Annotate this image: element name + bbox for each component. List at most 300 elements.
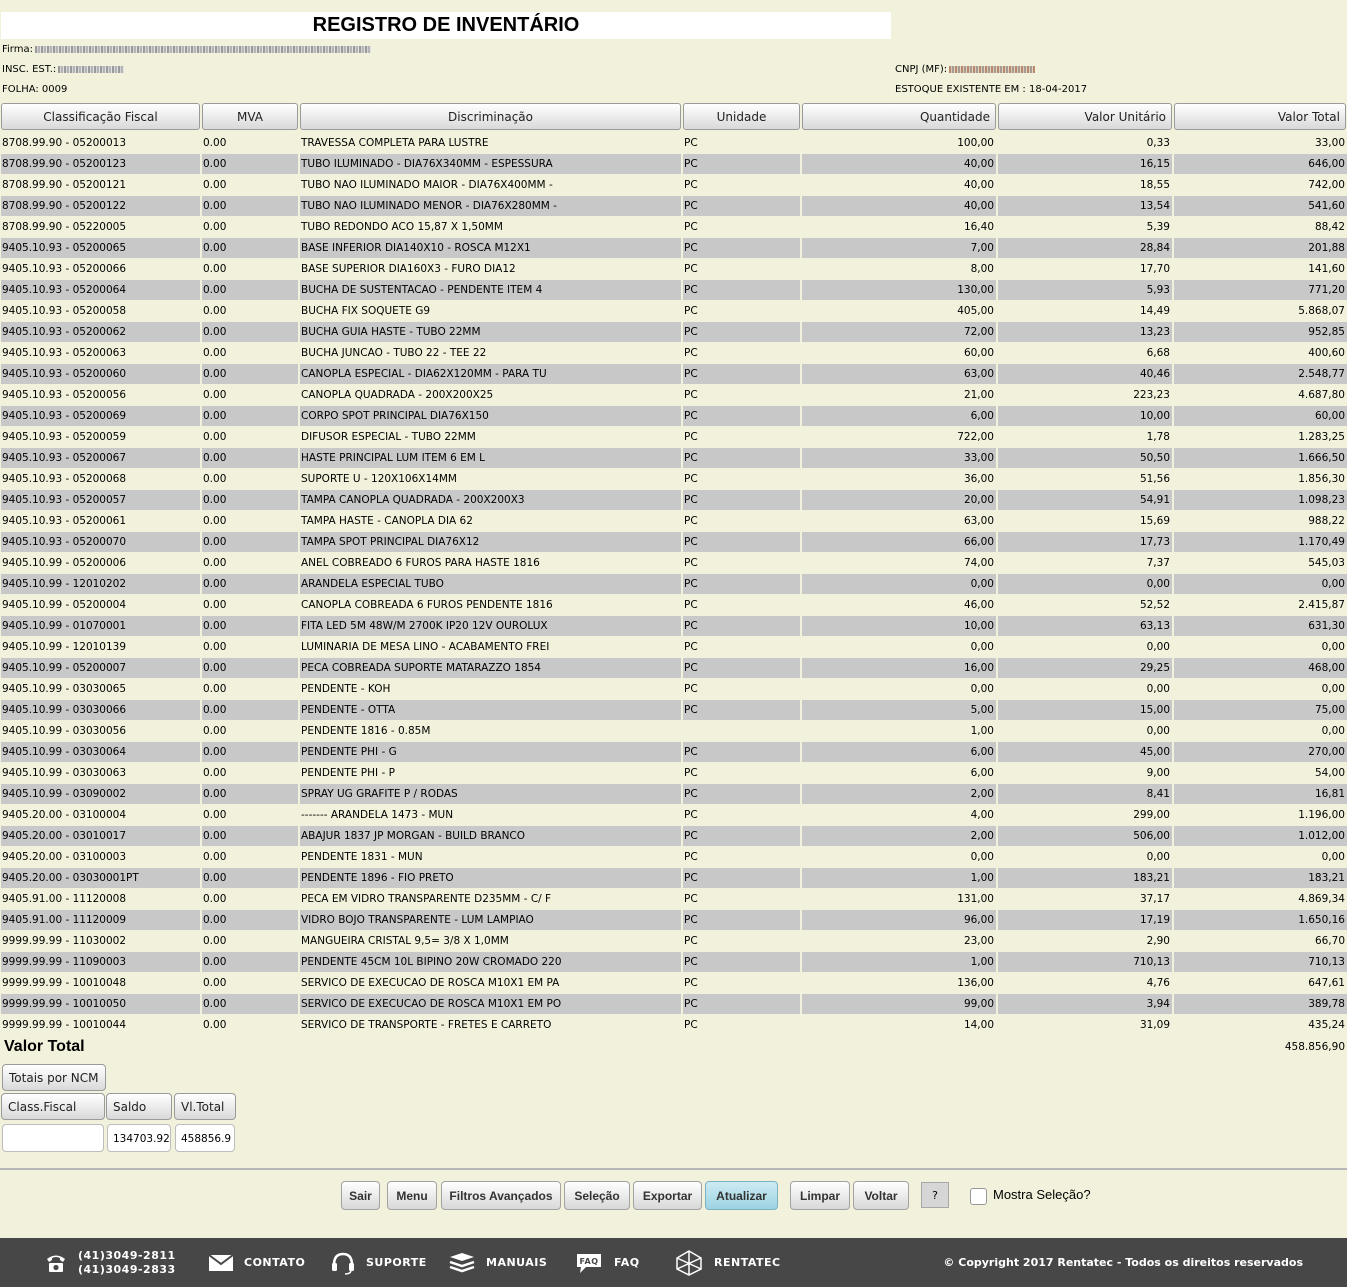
mva-cell: 0.00 [202,448,298,468]
table-row[interactable] [0,595,1347,616]
mva-cell: 0.00 [203,809,227,821]
suporte-label: SUPORTE [366,1256,427,1269]
table-row[interactable] [0,868,1347,889]
mva-cell: 0.00 [202,364,298,384]
contato-label: CONTATO [244,1256,306,1269]
classificacao-cell: 9405.10.93 - 05200066 [2,263,127,275]
rentatec-logo-icon [674,1249,704,1277]
footer [0,1238,1347,1287]
valor-unitario-cell: 28,84 [998,238,1172,258]
valor-total-cell: 541,60 [1174,196,1347,216]
discriminacao-cell: TUBO NAO ILUMINADO MAIOR - DIA76X400MM - [301,179,553,191]
table-row[interactable] [0,301,1347,322]
discriminacao-cell: PENDENTE PHI - G [300,742,681,762]
unidade-cell: PC [684,221,698,233]
table-row[interactable] [0,427,1347,448]
valor-total-cell: 952,85 [1174,322,1347,342]
footer-faq[interactable] [574,1238,640,1287]
classificacao-cell: 9999.99.99 - 11090003 [1,952,200,972]
report-title: REGISTRO DE INVENTÁRIO [312,14,580,36]
unidade-cell: PC [684,599,698,611]
unidade-cell: PC [683,406,800,426]
valor-total-cell: 1.856,30 [1298,473,1345,485]
table-row[interactable] [0,154,1347,175]
mostra-selecao-label: Mostra Seleção? [993,1187,1091,1202]
valor-total-cell: 1.098,23 [1174,490,1347,510]
table-row[interactable] [0,343,1347,364]
copyright: © Copyright 2017 Rentatec - Todos os direitos reservados [943,1256,1303,1269]
unidade-cell: PC [684,641,698,653]
table-row[interactable] [0,994,1347,1015]
mva-cell: 0.00 [202,490,298,510]
valor-total-cell: 201,88 [1174,238,1347,258]
unidade-cell: PC [684,767,698,779]
estoque-line: ESTOQUE EXISTENTE EM : 18-04-2017 [895,84,1088,95]
valor-total-cell: 88,42 [1314,221,1345,233]
unidade-cell: PC [684,1019,698,1031]
unidade-cell [683,721,800,741]
valor-unitario-cell: 223,23 [1133,389,1170,401]
classificacao-cell: 9405.10.99 - 05200007 [1,658,200,678]
quantidade-cell: 136,00 [957,977,994,989]
cnpj-line [895,64,1035,75]
phone-icon [44,1252,68,1274]
valor-unitario-cell: 31,09 [1139,1019,1170,1031]
summary-class-fiscal-value [2,1124,104,1152]
valor-unitario-cell: 37,17 [1139,893,1170,905]
unidade-cell: PC [683,784,800,804]
mva-cell: 0.00 [203,893,227,905]
limpar-button[interactable]: Limpar [790,1181,850,1210]
col-header-mva[interactable]: MVA [202,103,298,130]
footer-suporte[interactable] [330,1238,427,1287]
classificacao-cell: 9405.10.99 - 12010139 [2,641,127,653]
footer-contato[interactable] [208,1238,305,1287]
table-row[interactable] [0,973,1347,994]
valor-total-cell: 2.415,87 [1298,599,1345,611]
classificacao-cell: 9405.10.99 - 03030063 [2,767,127,779]
discriminacao-cell: ARANDELA ESPECIAL TUBO [300,574,681,594]
valor-total-cell: 710,13 [1174,952,1347,972]
quantidade-cell: 36,00 [963,473,994,485]
discriminacao-cell: BUCHA JUNCAO - TUBO 22 - TEE 22 [301,347,487,359]
valor-unitario-cell: 0,00 [998,574,1172,594]
valor-total-cell: 0,00 [1174,574,1347,594]
mva-cell: 0.00 [202,532,298,552]
table-row[interactable] [0,637,1347,658]
valor-total-cell: 0,00 [1321,683,1345,695]
valor-total-cell: 75,00 [1174,700,1347,720]
discriminacao-cell: VIDRO BOJO TRANSPARENTE - LUM LAMPIAO [300,910,681,930]
mva-cell: 0.00 [203,767,227,779]
mva-cell: 0.00 [202,994,298,1014]
footer-phones[interactable] [44,1238,176,1287]
classificacao-cell: 9405.10.93 - 05200065 [1,238,200,258]
quantidade-cell: 16,00 [802,658,996,678]
table-row[interactable] [0,931,1347,952]
table-row[interactable] [0,406,1347,427]
phone-1: (41)3049-2811 [78,1248,176,1262]
mva-cell: 0.00 [203,221,227,233]
table-row[interactable] [0,658,1347,679]
valor-unitario-cell: 0,00 [1146,683,1170,695]
classificacao-cell: 9405.10.99 - 12010202 [1,574,200,594]
mva-cell: 0.00 [203,263,227,275]
mva-cell: 0.00 [203,599,227,611]
table-row[interactable] [0,742,1347,763]
quantidade-cell: 7,00 [802,238,996,258]
valor-total-cell: 1.283,25 [1298,431,1345,443]
mva-cell: 0.00 [203,347,227,359]
mva-cell: 0.00 [203,1019,227,1031]
valor-unitario-cell: 54,91 [998,490,1172,510]
valor-unitario-cell: 3,94 [998,994,1172,1014]
quantidade-cell: 40,00 [963,179,994,191]
valor-total-cell: 545,03 [1308,557,1345,569]
valor-total-cell: 771,20 [1174,280,1347,300]
quantidade-cell: 40,00 [802,154,996,174]
discriminacao-cell: SPRAY UG GRAFITE P / RODAS [300,784,681,804]
classificacao-cell: 9405.91.00 - 11120009 [1,910,200,930]
valor-total-cell: 389,78 [1174,994,1347,1014]
voltar-button[interactable]: Voltar [853,1181,909,1210]
quantidade-cell: 96,00 [802,910,996,930]
valor-unitario-cell: 6,68 [1146,347,1170,359]
classificacao-cell: 9999.99.99 - 10010048 [2,977,127,989]
classificacao-cell: 8708.99.90 - 05220005 [2,221,127,233]
table-row[interactable] [0,574,1347,595]
mva-cell: 0.00 [202,868,298,888]
firma-label: Firma: [2,44,33,55]
valor-unitario-cell: 7,37 [1146,557,1170,569]
col-header-valor-unitario[interactable]: Valor Unitário [998,103,1172,130]
mva-cell: 0.00 [202,196,298,216]
insc-line [2,64,124,75]
table-row[interactable] [0,847,1347,868]
mva-cell: 0.00 [202,322,298,342]
unidade-cell: PC [683,700,800,720]
valor-unitario-cell: 10,00 [998,406,1172,426]
quantidade-cell: 1,00 [802,952,996,972]
unidade-cell: PC [684,683,698,695]
unidade-cell: PC [684,347,698,359]
classificacao-cell: 9405.10.99 - 05200006 [2,557,127,569]
discriminacao-cell: SERVICO DE EXECUCAO DE ROSCA M10X1 EM PO [300,994,681,1014]
valor-total-value: 458.856,90 [1284,1041,1345,1053]
valor-total-cell: 141,60 [1308,263,1345,275]
classificacao-cell: 9405.20.00 - 03100003 [2,851,127,863]
discriminacao-cell: PENDENTE - KOH [301,683,391,695]
valor-unitario-cell: 15,00 [998,700,1172,720]
valor-unitario-cell: 506,00 [998,826,1172,846]
sair-button[interactable]: Sair [341,1181,380,1210]
mva-cell: 0.00 [203,137,227,149]
discriminacao-cell: BUCHA DE SUSTENTACAO - PENDENTE ITEM 4 [300,280,681,300]
quantidade-cell: 40,00 [802,196,996,216]
valor-unitario-cell: 710,13 [998,952,1172,972]
mva-cell: 0.00 [203,557,227,569]
mva-cell: 0.00 [202,826,298,846]
table-row[interactable] [0,700,1347,721]
valor-total-cell: 1.196,00 [1298,809,1345,821]
classificacao-cell: 9405.10.93 - 05200056 [2,389,127,401]
totais-ncm-button[interactable]: Totais por NCM [2,1064,106,1091]
classificacao-cell: 9405.10.93 - 05200069 [1,406,200,426]
unidade-cell: PC [683,574,800,594]
mva-cell: 0.00 [203,683,227,695]
quantidade-cell: 6,00 [970,767,994,779]
unidade-cell: PC [683,196,800,216]
redacted-insc [58,66,124,73]
quantidade-cell: 0,00 [970,683,994,695]
valor-unitario-cell: 0,00 [1146,725,1170,737]
summary-header-saldo: Saldo [106,1093,172,1120]
envelope-icon [208,1254,234,1272]
discriminacao-cell: ANEL COBREADO 6 FUROS PARA HASTE 1816 [301,557,540,569]
unidade-cell: PC [684,263,698,275]
valor-unitario-cell: 9,00 [1146,767,1170,779]
quantidade-cell: 2,00 [802,784,996,804]
filtros-avancados-button[interactable]: Filtros Avançados [441,1181,561,1210]
footer-rentatec[interactable] [674,1238,781,1287]
quantidade-cell: 21,00 [963,389,994,401]
table-row[interactable] [0,721,1347,742]
table-row[interactable] [0,175,1347,196]
unidade-cell: PC [684,179,698,191]
valor-total-cell: 33,00 [1314,137,1345,149]
quantidade-cell: 6,00 [802,742,996,762]
discriminacao-cell: ABAJUR 1837 JP MORGAN - BUILD BRANCO [300,826,681,846]
table-row[interactable] [0,280,1347,301]
valor-unitario-cell: 15,69 [1139,515,1170,527]
classificacao-cell: 9999.99.99 - 10010050 [1,994,200,1014]
mva-cell: 0.00 [202,280,298,300]
quantidade-cell: 74,00 [963,557,994,569]
table-row[interactable] [0,469,1347,490]
unidade-cell: PC [683,952,800,972]
classificacao-cell: 8708.99.90 - 05200123 [1,154,200,174]
valor-unitario-cell: 18,55 [1139,179,1170,191]
table-row[interactable] [0,553,1347,574]
phone-numbers [78,1249,176,1277]
table-row[interactable] [0,196,1347,217]
table-row[interactable] [0,889,1347,910]
report-title-box [1,12,891,39]
redacted-firma [35,46,371,53]
quantidade-cell: 100,00 [957,137,994,149]
col-header-classificacao[interactable]: Classificação Fiscal [1,103,200,130]
discriminacao-cell: TAMPA SPOT PRINCIPAL DIA76X12 [300,532,681,552]
mva-cell: 0.00 [202,784,298,804]
classificacao-cell: 9999.99.99 - 10010044 [2,1019,127,1031]
classificacao-cell: 9405.91.00 - 11120008 [2,893,127,905]
valor-unitario-cell: 17,70 [1139,263,1170,275]
discriminacao-cell: CORPO SPOT PRINCIPAL DIA76X150 [300,406,681,426]
unidade-cell: PC [683,910,800,930]
valor-total-cell: 631,30 [1174,616,1347,636]
quantidade-cell: 5,00 [802,700,996,720]
quantidade-cell: 72,00 [802,322,996,342]
table-row[interactable] [0,259,1347,280]
classificacao-cell: 9999.99.99 - 11030002 [2,935,127,947]
valor-total-cell: 5.868,07 [1298,305,1345,317]
unidade-cell: PC [684,389,698,401]
valor-total-cell: 646,00 [1174,154,1347,174]
table-row[interactable] [0,364,1347,385]
col-header-unidade[interactable]: Unidade [683,103,800,130]
valor-unitario-cell: 0,33 [1146,137,1170,149]
table-row[interactable] [0,322,1347,343]
summary-vl-total-value: 458856.9 [175,1124,235,1152]
quantidade-cell: 405,00 [957,305,994,317]
table-row[interactable] [0,448,1347,469]
classificacao-cell: 9405.10.93 - 05200063 [2,347,127,359]
valor-total-cell: 1.012,00 [1174,826,1347,846]
unidade-cell: PC [683,448,800,468]
table-row[interactable] [0,679,1347,700]
help-button[interactable]: ? [921,1182,949,1208]
discriminacao-cell: SUPORTE U - 120X106X14MM [301,473,457,485]
classificacao-cell: 9405.10.93 - 05200058 [2,305,127,317]
table-row[interactable] [0,511,1347,532]
classificacao-cell: 9405.20.00 - 03030001PT [1,868,200,888]
col-header-valor-total[interactable]: Valor Total [1174,103,1346,130]
table-row[interactable] [0,217,1347,238]
rentatec-label: RENTATEC [714,1256,781,1269]
col-header-quantidade[interactable]: Quantidade [802,103,996,130]
valor-unitario-cell: 40,46 [998,364,1172,384]
quantidade-cell: 66,00 [802,532,996,552]
unidade-cell: PC [684,851,698,863]
exportar-button[interactable]: Exportar [633,1181,702,1210]
discriminacao-cell: PENDENTE PHI - P [301,767,395,779]
table-row[interactable] [0,385,1347,406]
classificacao-cell: 9405.10.99 - 03030064 [1,742,200,762]
quantidade-cell: 20,00 [802,490,996,510]
quantidade-cell: 131,00 [957,893,994,905]
table-row[interactable] [0,490,1347,511]
classificacao-cell: 9405.10.93 - 05200059 [2,431,127,443]
valor-total-cell: 1.170,49 [1174,532,1347,552]
classificacao-cell: 9405.10.93 - 05200068 [2,473,127,485]
valor-total-cell: 0,00 [1321,851,1345,863]
valor-total-cell: 647,61 [1308,977,1345,989]
valor-unitario-cell: 183,21 [998,868,1172,888]
headset-icon [330,1251,356,1275]
discriminacao-cell: PENDENTE 1896 - FIO PRETO [300,868,681,888]
table-row[interactable] [0,616,1347,637]
discriminacao-cell: ------- ARANDELA 1473 - MUN [301,809,454,821]
unidade-cell: PC [684,935,698,947]
mva-cell: 0.00 [202,574,298,594]
table-row[interactable] [0,952,1347,973]
valor-unitario-cell: 8,41 [998,784,1172,804]
mva-cell: 0.00 [203,473,227,485]
table-row[interactable] [0,1015,1347,1036]
selecao-button[interactable]: Seleção [564,1181,630,1210]
table-row[interactable] [0,238,1347,259]
discriminacao-cell: SERVICO DE TRANSPORTE - FRETES E CARRETO [301,1019,552,1031]
unidade-cell: PC [683,616,800,636]
discriminacao-cell: LUMINARIA DE MESA LINO - ACABAMENTO FREI [301,641,550,653]
discriminacao-cell: TUBO NAO ILUMINADO MENOR - DIA76X280MM - [300,196,681,216]
classificacao-cell: 8708.99.90 - 05200122 [1,196,200,216]
unidade-cell: PC [684,515,698,527]
footer-manuais[interactable] [448,1238,547,1287]
folha-line: FOLHA: 0009 [2,84,68,95]
valor-total-cell: 435,24 [1308,1019,1345,1031]
menu-button[interactable]: Menu [387,1181,437,1210]
quantidade-cell: 6,00 [802,406,996,426]
valor-unitario-cell: 4,76 [1146,977,1170,989]
quantidade-cell: 130,00 [802,280,996,300]
table-row[interactable] [0,910,1347,931]
valor-unitario-cell: 16,15 [998,154,1172,174]
firma-line [2,44,371,55]
discriminacao-cell: SERVICO DE EXECUCAO DE ROSCA M10X1 EM PA [301,977,560,989]
unidade-cell: PC [683,868,800,888]
svg-text:FAQ: FAQ [579,1256,599,1266]
summary-header-class-fiscal: Class.Fiscal [1,1093,105,1120]
mva-cell: 0.00 [202,700,298,720]
unidade-cell: PC [684,431,698,443]
valor-total-cell: 1.650,16 [1174,910,1347,930]
valor-unitario-cell: 45,00 [998,742,1172,762]
redacted-cnpj [949,66,1035,73]
mostra-selecao-checkbox[interactable] [970,1188,987,1205]
valor-unitario-cell: 63,13 [998,616,1172,636]
quantidade-cell: 4,00 [970,809,994,821]
unidade-cell: PC [684,137,698,149]
quantidade-cell: 2,00 [802,826,996,846]
quantidade-cell: 46,00 [963,599,994,611]
classificacao-cell: 9405.10.99 - 05200004 [2,599,127,611]
table-row[interactable] [0,826,1347,847]
unidade-cell: PC [683,154,800,174]
valor-unitario-cell: 50,50 [998,448,1172,468]
valor-total-cell: 0,00 [1321,725,1345,737]
discriminacao-cell: DIFUSOR ESPECIAL - TUBO 22MM [301,431,476,443]
quantidade-cell: 0,00 [970,641,994,653]
discriminacao-cell: TRAVESSA COMPLETA PARA LUSTRE [301,137,489,149]
discriminacao-cell: CANOPLA ESPECIAL - DIA62X120MM - PARA TU [300,364,681,384]
discriminacao-cell: PENDENTE 1816 - 0.85M [301,725,431,737]
valor-total-cell: 468,00 [1174,658,1347,678]
unidade-cell: PC [683,658,800,678]
classificacao-cell: 9405.10.99 - 03030066 [1,700,200,720]
discriminacao-cell: PENDENTE - OTTA [300,700,681,720]
valor-total-cell: 60,00 [1174,406,1347,426]
table-row[interactable] [0,763,1347,784]
table-row[interactable] [0,532,1347,553]
discriminacao-cell: BUCHA GUIA HASTE - TUBO 22MM [300,322,681,342]
discriminacao-cell: FITA LED 5M 48W/M 2700K IP20 12V OUROLUX [300,616,681,636]
table-row[interactable] [0,133,1347,154]
valor-total-cell: 2.548,77 [1174,364,1347,384]
quantidade-cell: 722,00 [957,431,994,443]
classificacao-cell: 9405.10.93 - 05200060 [1,364,200,384]
valor-total-cell: 54,00 [1314,767,1345,779]
valor-unitario-cell: 17,19 [998,910,1172,930]
col-header-discriminacao[interactable]: Discriminação [300,103,681,130]
table-row[interactable] [0,784,1347,805]
discriminacao-cell: BASE INFERIOR DIA140X10 - ROSCA M12X1 [300,238,681,258]
insc-label: INSC. EST.: [2,64,57,75]
phone-2: (41)3049-2833 [78,1262,176,1276]
quantidade-cell: 33,00 [802,448,996,468]
table-row[interactable] [0,805,1347,826]
atualizar-button[interactable]: Atualizar [705,1181,778,1210]
